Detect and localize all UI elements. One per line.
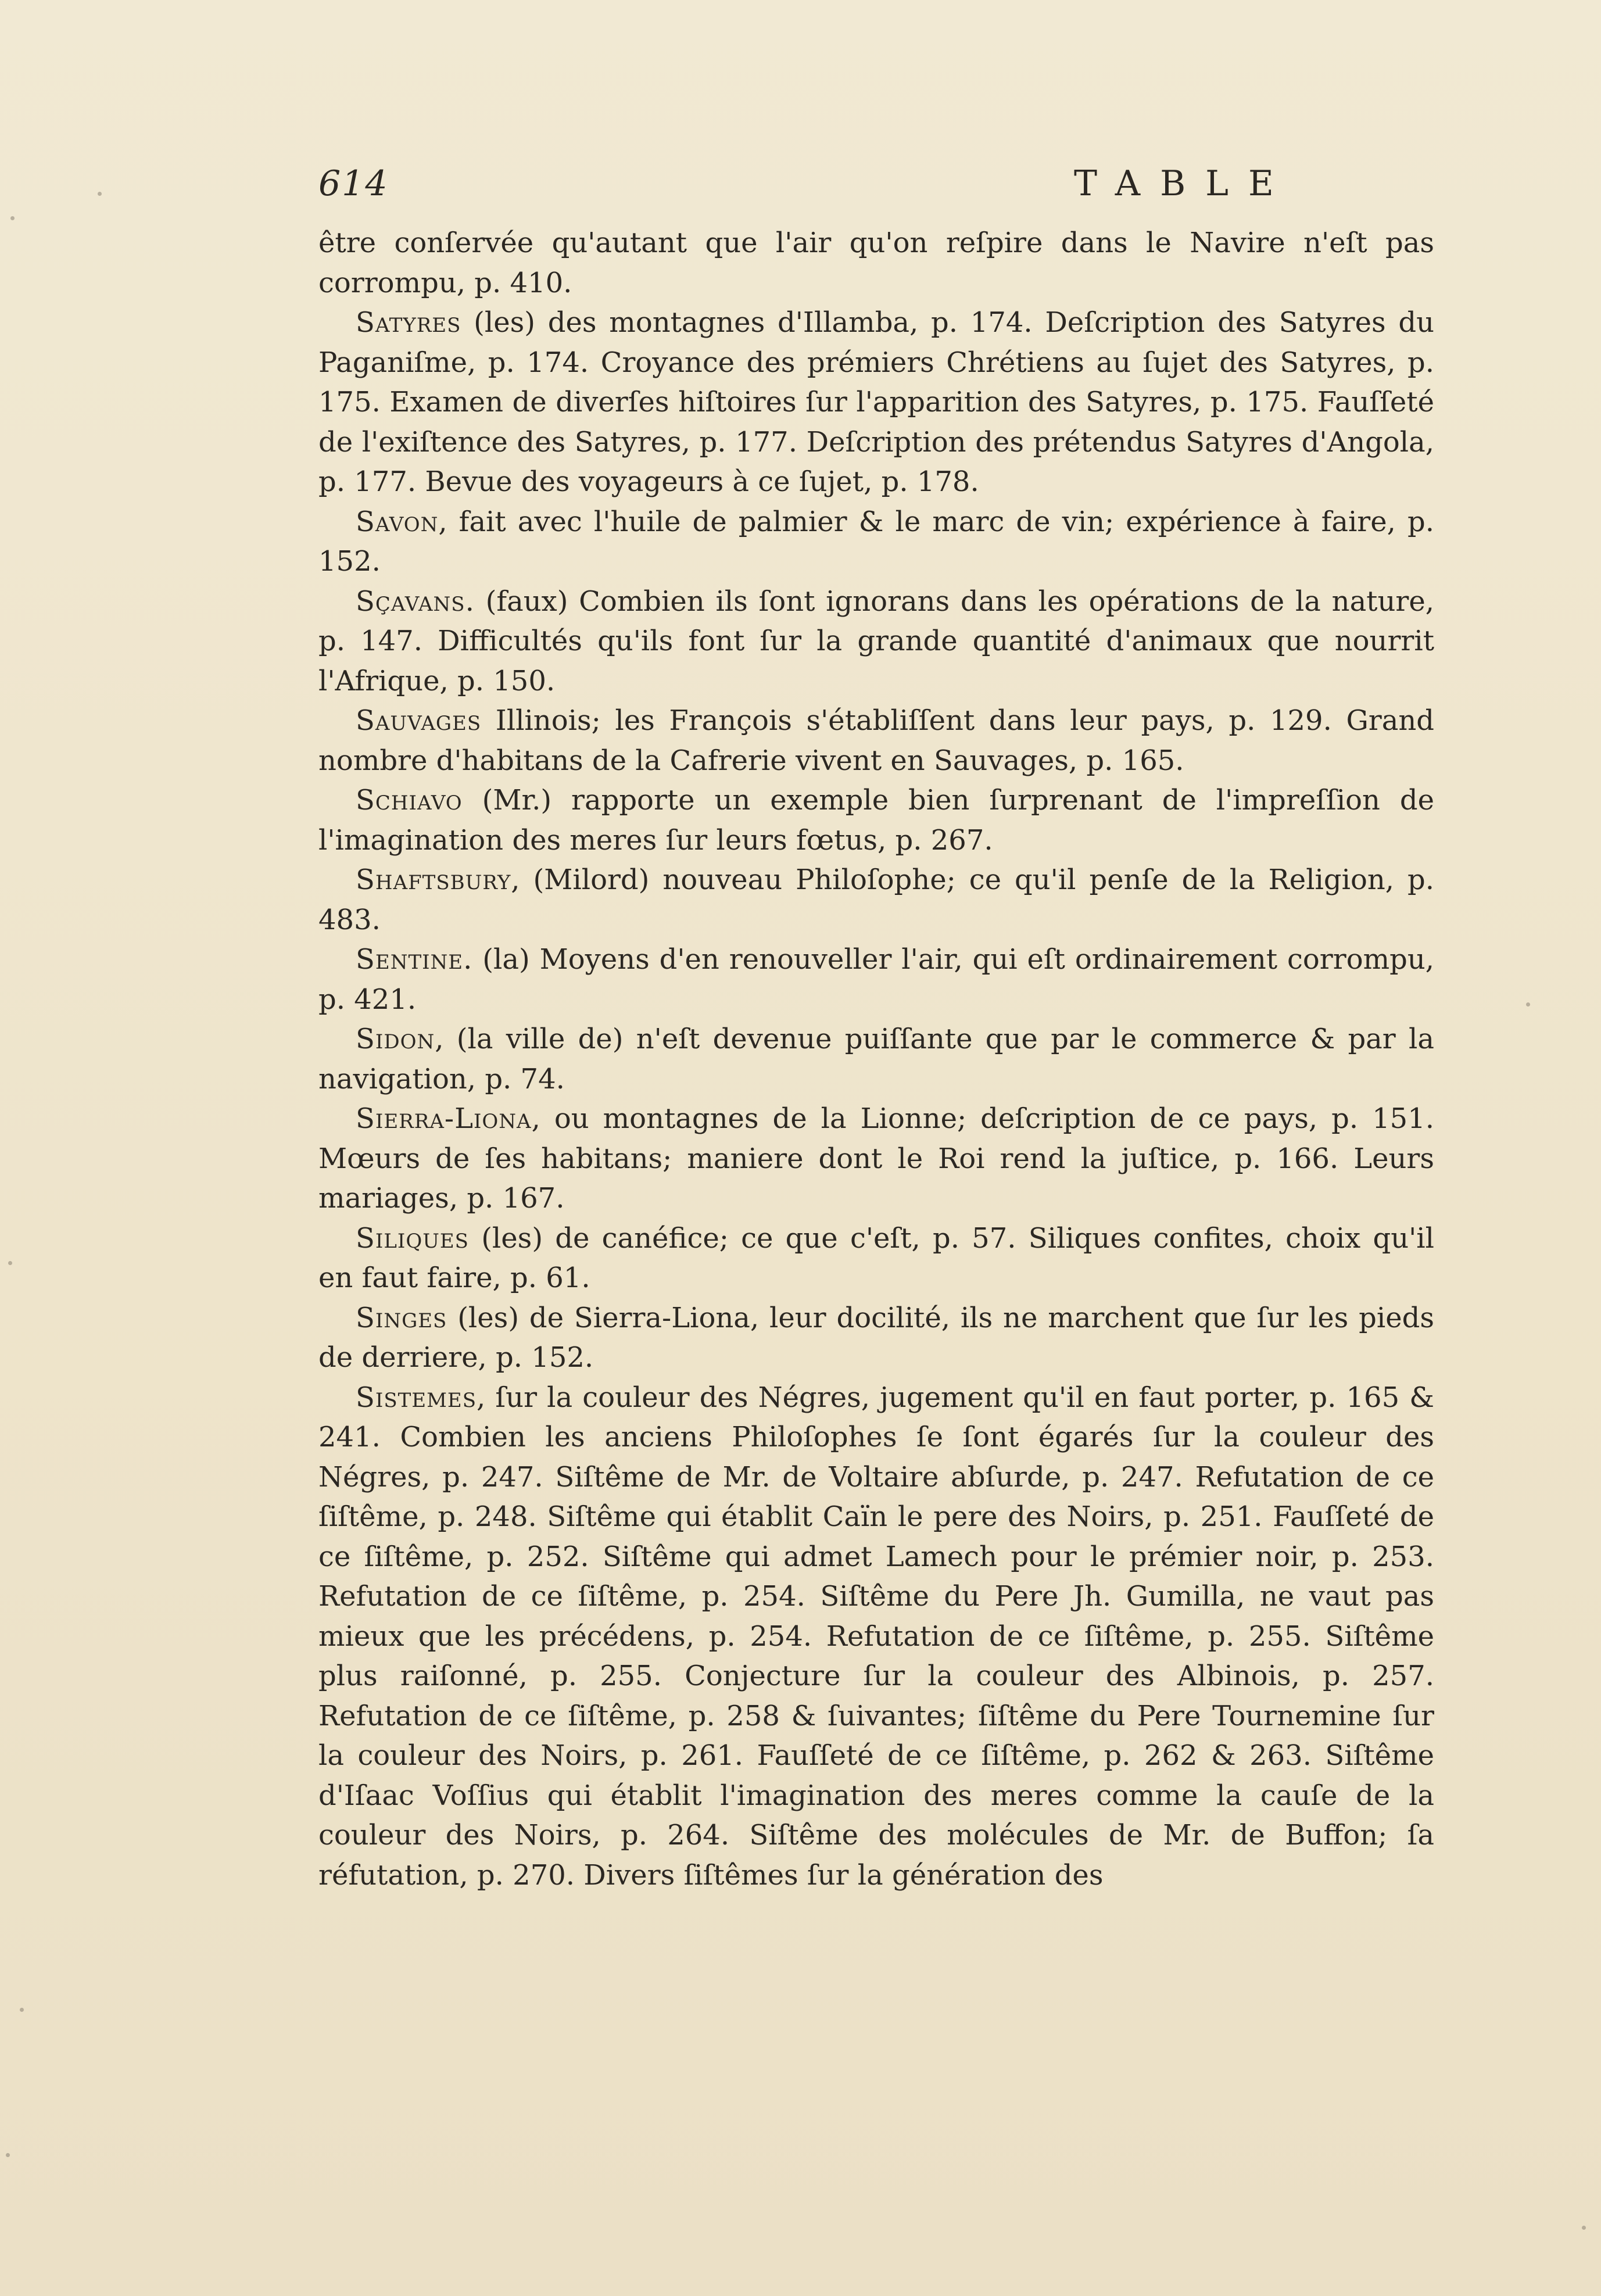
ink-speck — [10, 216, 15, 220]
index-entry-sierra-liona — [318, 1099, 1434, 1219]
index-entry-shaftsbury — [318, 860, 1434, 940]
entry-text: (Mr.) rapporte un exemple bien ſurprenant de l'impreſſion de l'imagination des meres ſur leurs fœtus, p. 267. — [318, 784, 1434, 857]
entry-head: Sentine. — [356, 943, 473, 976]
entry-text: , ou montagnes de la Lionne; deſcription de ce pays, p. 151. Mœurs de ſes habitans; maniere dont le Roi rend la juſtice, p. 166. Leurs mariages, p. 167. — [318, 1102, 1434, 1215]
entry-head: Satyres — [356, 306, 461, 339]
entry-head: Sidon — [356, 1023, 435, 1055]
entry-head: Schiavo — [356, 784, 463, 816]
ink-speck — [6, 2153, 10, 2157]
entry-text: Illinois; les François s'établiſſent dans leur pays, p. 129. Grand nombre d'habitans de la Cafrerie vivent en Sauvages, p. 165. — [318, 704, 1434, 777]
page-number: 614 — [318, 163, 389, 204]
ink-speck — [98, 192, 102, 196]
index-entries — [318, 223, 1434, 1895]
index-entry-scavans — [318, 582, 1434, 701]
entry-text: , ſur la couleur des Négres, jugement qu'il en faut porter, p. 165 & 241. Combien les anciens Philoſophes ſe ſont égarés ſur la couleur des Négres, p. 247. Siſtême de Mr. de Voltaire abſurde, p. 247. Refutation de ce ſiſtême, p. 248. Siſtême qui établit Caïn le pere des Noirs, p. 251. Fauſſeté de ce ſiſtême, p. 252. Siſtême qui admet Lamech pour le prémier noir, p. 253. Refutation de ce ſiſtême, p. 254. Siſtême du Pere Jh. Gumilla, ne vaut pas mieux que les précédens, p. 254. Refutation de ce ſiſtême, p. 255. Siſtême plus raiſonné, p. 255. Conjecture ſur la couleur des Albinois, p. 257. Refutation de ce ſiſtême, p. 258 & ſuivantes; ſiſtême du Pere Tournemine ſur la couleur des Noirs, p. 261. Fauſſeté de ce ſiſtême, p. 262 & 263. Siſtême d'Iſaac Voſſius qui établit l'imagination des meres comme la cauſe de la couleur des Noirs, p. 264. Siſtême des molécules de Mr. de Buffon; ſa réfutation, p. 270. Divers ſiſtêmes ſur la génération des — [318, 1381, 1434, 1892]
entry-text: être conſervée qu'autant que l'air qu'on reſpire dans le Navire n'eſt pas corrompu, p. 410. — [318, 227, 1434, 299]
entry-text: , (Milord) nouveau Philoſophe; ce qu'il penſe de la Religion, p. 483. — [318, 864, 1434, 936]
ink-speck — [8, 1261, 12, 1265]
running-title: TABLE — [1074, 163, 1294, 204]
entry-text: (les) de canéfice; ce que c'eſt, p. 57. Siliques confites, choix qu'il en faut faire, p. 61. — [318, 1222, 1434, 1294]
entry-text: (les) de Sierra-Liona, leur docilité, ils ne marchent que ſur les pieds de derriere, p. 152. — [318, 1301, 1434, 1374]
ink-speck — [1582, 2226, 1586, 2230]
index-entry-schiavo — [318, 780, 1434, 860]
index-entry-sistemes — [318, 1378, 1434, 1896]
index-entry-continuation — [318, 223, 1434, 303]
entry-text: (les) des montagnes d'Illamba, p. 174. Deſcription des Satyres du Paganiſme, p. 174. Croyance des prémiers Chrétiens au ſujet des Satyres, p. 175. Examen de diverſes hiſtoires ſur l'apparition des Satyres, p. 175. Fauſſeté de l'exiſtence des Satyres, p. 177. Deſcription des prétendus Satyres d'Angola, p. 177. Bevue des voyageurs à ce ſujet, p. 178. — [318, 306, 1434, 498]
index-entry-siliques — [318, 1219, 1434, 1298]
entry-head: Sierra-Liona — [356, 1102, 532, 1135]
index-entry-savon — [318, 502, 1434, 582]
entry-head: Siliques — [356, 1222, 469, 1255]
ink-speck — [20, 2008, 24, 2012]
entry-head: Singes — [356, 1301, 447, 1334]
entry-text: (la) Moyens d'en renouveller l'air, qui eſt ordinairement corrompu, p. 421. — [318, 943, 1434, 1016]
entry-head: Sistemes — [356, 1381, 477, 1414]
index-entry-sauvages — [318, 701, 1434, 780]
index-entry-sidon — [318, 1019, 1434, 1099]
entry-head: Sçavans. — [356, 585, 475, 618]
entry-head: Savon — [356, 505, 439, 538]
entry-head: Shaftsbury — [356, 864, 511, 896]
entry-text: , (la ville de) n'eſt devenue puiſſante que par le commerce & par la navigation, p. 74. — [318, 1023, 1434, 1095]
entry-text: (faux) Combien ils ſont ignorans dans les opérations de la nature, p. 147. Difficultés qu'ils font ſur la grande quantité d'animaux que nourrit l'Afrique, p. 150. — [318, 585, 1434, 697]
ink-speck — [1526, 1002, 1530, 1006]
page-header — [318, 156, 1434, 212]
entry-text: , fait avec l'huile de palmier & le marc de vin; expérience à faire, p. 152. — [318, 505, 1434, 578]
index-entry-sentine — [318, 940, 1434, 1019]
entry-head: Sauvages — [356, 704, 482, 737]
index-entry-satyres — [318, 303, 1434, 502]
index-entry-singes — [318, 1298, 1434, 1378]
